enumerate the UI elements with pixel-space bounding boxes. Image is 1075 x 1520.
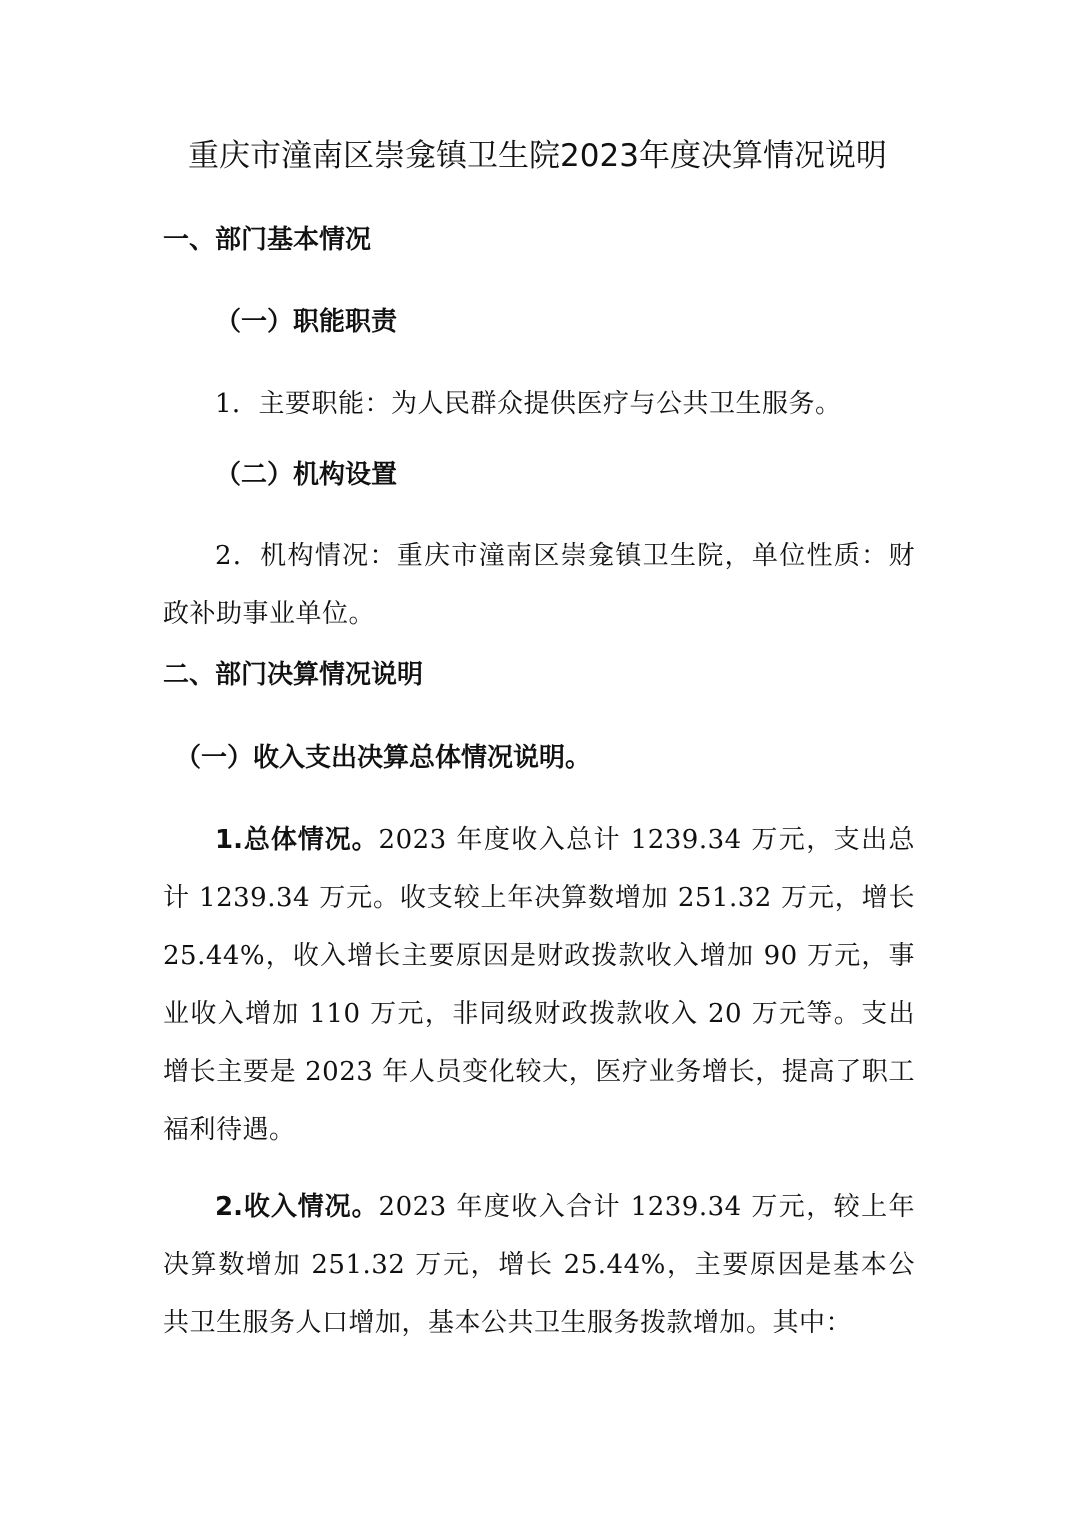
paragraph-lead-overall: 1.总体情况。 bbox=[215, 825, 379, 855]
paragraph-text-overall: 2023 年度收入总计 1239.34 万元，支出总计 1239.34 万元。收支较上年决算数增加 251.32 万元，增长 25.44%，收入增长主要原因是财政拨款收入增加 90 万元，事业收入增加 110 万元，非同级财政拨款收入 20 万元等。支出增长主要是 2023 年人员变化较大，医疗业务增长，提高了职工福利待遇。 bbox=[163, 825, 916, 1145]
paragraph-text-income: 2023 年度收入合计 1239.34 万元，较上年决算数增加 251.32 万元，增长 25.44%，主要原因是基本公共卫生服务人口增加，基本公共卫生服务拨款增加。其中： bbox=[163, 1192, 916, 1338]
section-heading-final-accounts: 二、部门决算情况说明 bbox=[163, 660, 424, 690]
paragraph-lead-income: 2.收入情况。 bbox=[215, 1192, 379, 1222]
subsection-heading-organization: （二）机构设置 bbox=[215, 460, 398, 490]
section-heading-basic-info: 一、部门基本情况 bbox=[163, 225, 372, 255]
paragraph-income-situation bbox=[163, 1178, 915, 1352]
paragraph-main-functions: 1．主要职能：为人民群众提供医疗与公共卫生服务。 bbox=[215, 389, 842, 419]
paragraph-organization: 2．机构情况：重庆市潼南区崇龛镇卫生院，单位性质：财政补助事业单位。 bbox=[163, 541, 915, 629]
paragraph-overall-situation bbox=[163, 811, 915, 1159]
subsection-heading-income-expense-overview: （一）收入支出决算总体情况说明。 bbox=[175, 743, 592, 773]
subsection-heading-functions: （一）职能职责 bbox=[215, 307, 398, 337]
document-title: 重庆市潼南区崇龛镇卫生院2023年度决算情况说明 bbox=[188, 138, 887, 174]
